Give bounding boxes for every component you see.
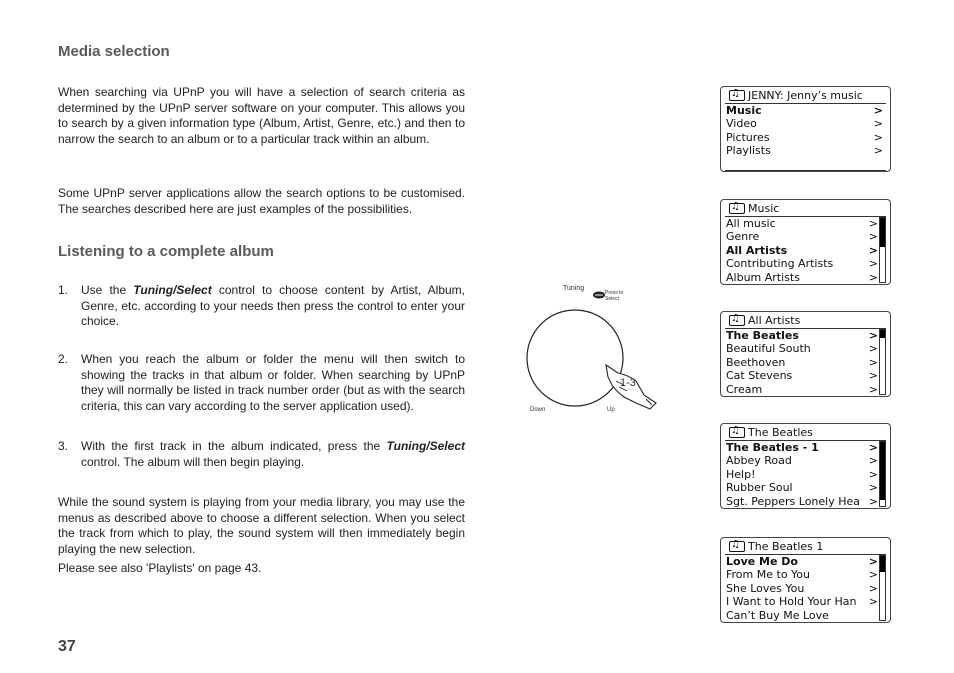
intro-paragraph-1: When searching via UPnP you will have a selection of search criteria as determined by the UPnP server software on your computer. This allows you to search by a given information type (Album, Artist, Genre, etc.) and then to narrow the search to an album or to a particular track within an album. bbox=[58, 85, 465, 146]
tuning-label: Tuning bbox=[563, 285, 585, 292]
tuning-dial bbox=[527, 310, 623, 406]
divider bbox=[725, 170, 886, 171]
screen-title: All Artists bbox=[748, 314, 801, 327]
menu-item[interactable] bbox=[726, 257, 878, 270]
menu-item[interactable] bbox=[726, 244, 878, 257]
chevron-right-icon: > bbox=[868, 243, 878, 257]
chevron-right-icon: > bbox=[868, 257, 878, 271]
menu-item[interactable] bbox=[726, 454, 878, 467]
chevron-right-icon: > bbox=[868, 270, 878, 284]
menu-list bbox=[726, 555, 878, 622]
chevron-right-icon: > bbox=[873, 104, 883, 117]
menu-item[interactable] bbox=[726, 582, 878, 595]
menu-item-label: The Beatles - 1 bbox=[726, 441, 819, 454]
step-text: With the first track in the album indicated, press the Tuning/Select control. The album will then begin playing. bbox=[81, 439, 465, 469]
menu-item-label: Sgt. Peppers Lonely Hea bbox=[726, 494, 861, 508]
chevron-right-icon: > bbox=[873, 144, 883, 158]
menu-list bbox=[726, 441, 878, 508]
chevron-right-icon: > bbox=[868, 441, 878, 454]
menu-item-label: Music bbox=[726, 104, 762, 117]
menu-list bbox=[726, 329, 878, 396]
display-screen bbox=[720, 199, 891, 285]
menu-item[interactable] bbox=[726, 342, 878, 355]
menu-item[interactable] bbox=[726, 568, 878, 581]
menu-item[interactable] bbox=[726, 481, 878, 494]
menu-item[interactable] bbox=[726, 356, 878, 369]
menu-item[interactable] bbox=[726, 104, 886, 117]
chevron-right-icon: > bbox=[868, 369, 878, 383]
menu-item[interactable] bbox=[726, 595, 878, 608]
menu-item-label: The Beatles bbox=[726, 329, 799, 342]
menu-item[interactable] bbox=[726, 230, 878, 243]
menu-list bbox=[726, 104, 886, 158]
menu-item-label: All Artists bbox=[726, 243, 788, 257]
chevron-right-icon: > bbox=[868, 581, 878, 595]
menu-item-label: Cream bbox=[726, 382, 763, 396]
menu-item[interactable] bbox=[726, 271, 878, 284]
control-name: Tuning/Select bbox=[386, 439, 465, 453]
display-screen bbox=[720, 311, 891, 397]
menu-item-label: Cat Stevens bbox=[726, 369, 793, 383]
chevron-right-icon: > bbox=[868, 382, 878, 396]
chevron-right-icon: > bbox=[873, 117, 883, 131]
menu-item-label: Playlists bbox=[726, 144, 771, 158]
menu-item-label: Album Artists bbox=[726, 270, 800, 284]
display-screen bbox=[720, 423, 891, 509]
see-also-note: Please see also 'Playlists' on page 43. bbox=[58, 561, 262, 575]
control-name: Tuning/Select bbox=[133, 283, 212, 297]
chevron-right-icon: > bbox=[868, 329, 878, 342]
menu-item[interactable] bbox=[726, 117, 886, 130]
step-text: Use the Tuning/Select control to choose content by Artist, Album, Genre, etc. according to your needs then press the control to enter your choice. bbox=[81, 283, 465, 329]
display-screen bbox=[720, 537, 891, 623]
menu-item[interactable] bbox=[726, 144, 886, 157]
page-number: 37 bbox=[58, 638, 76, 655]
screen-title: The Beatles bbox=[748, 426, 813, 439]
menu-item[interactable] bbox=[726, 131, 886, 144]
press-to-select-icon bbox=[593, 292, 605, 299]
down-label: Down bbox=[530, 407, 546, 413]
menu-item-label: Genre bbox=[726, 230, 760, 244]
up-label: Up bbox=[607, 407, 615, 413]
menu-item-label: Rubber Soul bbox=[726, 481, 793, 495]
scroll-thumb[interactable] bbox=[880, 330, 885, 338]
step-1 bbox=[58, 283, 465, 330]
menu-item-label: Love Me Do bbox=[726, 555, 798, 568]
chevron-right-icon: > bbox=[868, 217, 878, 230]
tuning-dial-diagram bbox=[520, 285, 670, 415]
chevron-right-icon: > bbox=[868, 494, 878, 508]
chevron-right-icon: > bbox=[873, 130, 883, 144]
menu-item[interactable] bbox=[726, 217, 878, 230]
menu-item-label: I Want to Hold Your Han bbox=[726, 595, 857, 609]
menu-item-label: Video bbox=[726, 117, 757, 131]
scroll-thumb[interactable] bbox=[880, 442, 885, 500]
menu-item-label: Pictures bbox=[726, 130, 770, 144]
menu-item-label: Contributing Artists bbox=[726, 257, 834, 271]
step-number: 2. bbox=[58, 352, 69, 366]
menu-list bbox=[726, 217, 878, 284]
screen-header bbox=[725, 201, 886, 217]
menu-item[interactable] bbox=[726, 329, 878, 342]
step-number: 1. bbox=[58, 283, 69, 297]
menu-item[interactable] bbox=[726, 468, 878, 481]
closing-paragraph: While the sound system is playing from your media library, you may use the menus as described above to choose a different selection. When you select the track from which to play, the sound system will then immediately begin playing the new selection. bbox=[58, 495, 465, 556]
scrollbar[interactable] bbox=[879, 217, 886, 283]
chevron-right-icon: > bbox=[868, 481, 878, 495]
screen-title: JENNY: Jenny’s music bbox=[748, 89, 863, 102]
menu-item-label: Abbey Road bbox=[726, 454, 792, 468]
menu-item-label: Help! bbox=[726, 467, 756, 481]
chevron-right-icon: > bbox=[868, 555, 878, 568]
music-folder-icon bbox=[729, 541, 745, 552]
step-text: When you reach the album or folder the menu will then switch to showing the tracks in that album or folder. When searching by UPnP they will normally be listed in track number order (but as with the search criteria, this can vary according to the server application used). bbox=[81, 352, 465, 413]
screen-header bbox=[725, 425, 886, 441]
select-label: Select bbox=[605, 296, 619, 302]
menu-item[interactable] bbox=[726, 555, 878, 568]
press-to-label: Press to bbox=[605, 290, 624, 296]
menu-item[interactable] bbox=[726, 369, 878, 382]
menu-item[interactable] bbox=[726, 441, 878, 454]
screen-header bbox=[725, 539, 886, 555]
step-2 bbox=[58, 352, 465, 414]
menu-item[interactable] bbox=[726, 383, 878, 396]
step-number: 3. bbox=[58, 439, 69, 453]
music-folder-icon bbox=[729, 315, 745, 326]
chevron-right-icon: > bbox=[868, 230, 878, 244]
music-folder-icon bbox=[729, 90, 745, 101]
scroll-thumb[interactable] bbox=[880, 556, 885, 572]
menu-item-label: Can’t Buy Me Love bbox=[726, 608, 829, 622]
screen-header bbox=[725, 88, 886, 104]
chevron-right-icon: > bbox=[868, 568, 878, 582]
scrollbar[interactable] bbox=[879, 555, 886, 621]
menu-item-label: Beautiful South bbox=[726, 342, 811, 356]
menu-item-label: All music bbox=[726, 217, 776, 230]
screen-title: Music bbox=[748, 202, 780, 215]
menu-item-label: From Me to You bbox=[726, 568, 811, 582]
chevron-right-icon: > bbox=[868, 595, 878, 609]
music-folder-icon bbox=[729, 427, 745, 438]
chevron-right-icon: > bbox=[868, 454, 878, 468]
music-folder-icon bbox=[729, 203, 745, 214]
menu-item[interactable] bbox=[726, 609, 878, 622]
intro-paragraph-2: Some UPnP server applications allow the search options to be customised. The searches described here are just examples of the possibilities. bbox=[58, 186, 465, 216]
scrollbar[interactable] bbox=[879, 441, 886, 507]
scrollbar[interactable] bbox=[879, 329, 886, 395]
menu-item-label: She Loves You bbox=[726, 581, 805, 595]
screen-title: The Beatles 1 bbox=[748, 540, 824, 553]
steps-reference-label: 1-3 bbox=[620, 377, 636, 389]
step-3 bbox=[58, 439, 465, 470]
menu-item-label: Beethoven bbox=[726, 355, 786, 369]
screen-header bbox=[725, 313, 886, 329]
display-screen bbox=[720, 86, 891, 172]
scroll-thumb[interactable] bbox=[880, 218, 885, 247]
chevron-right-icon: > bbox=[868, 342, 878, 356]
menu-item[interactable] bbox=[726, 495, 878, 508]
chevron-right-icon: > bbox=[868, 355, 878, 369]
subsection-title: Listening to a complete album bbox=[58, 243, 274, 260]
section-title: Media selection bbox=[58, 43, 170, 60]
chevron-right-icon: > bbox=[868, 467, 878, 481]
